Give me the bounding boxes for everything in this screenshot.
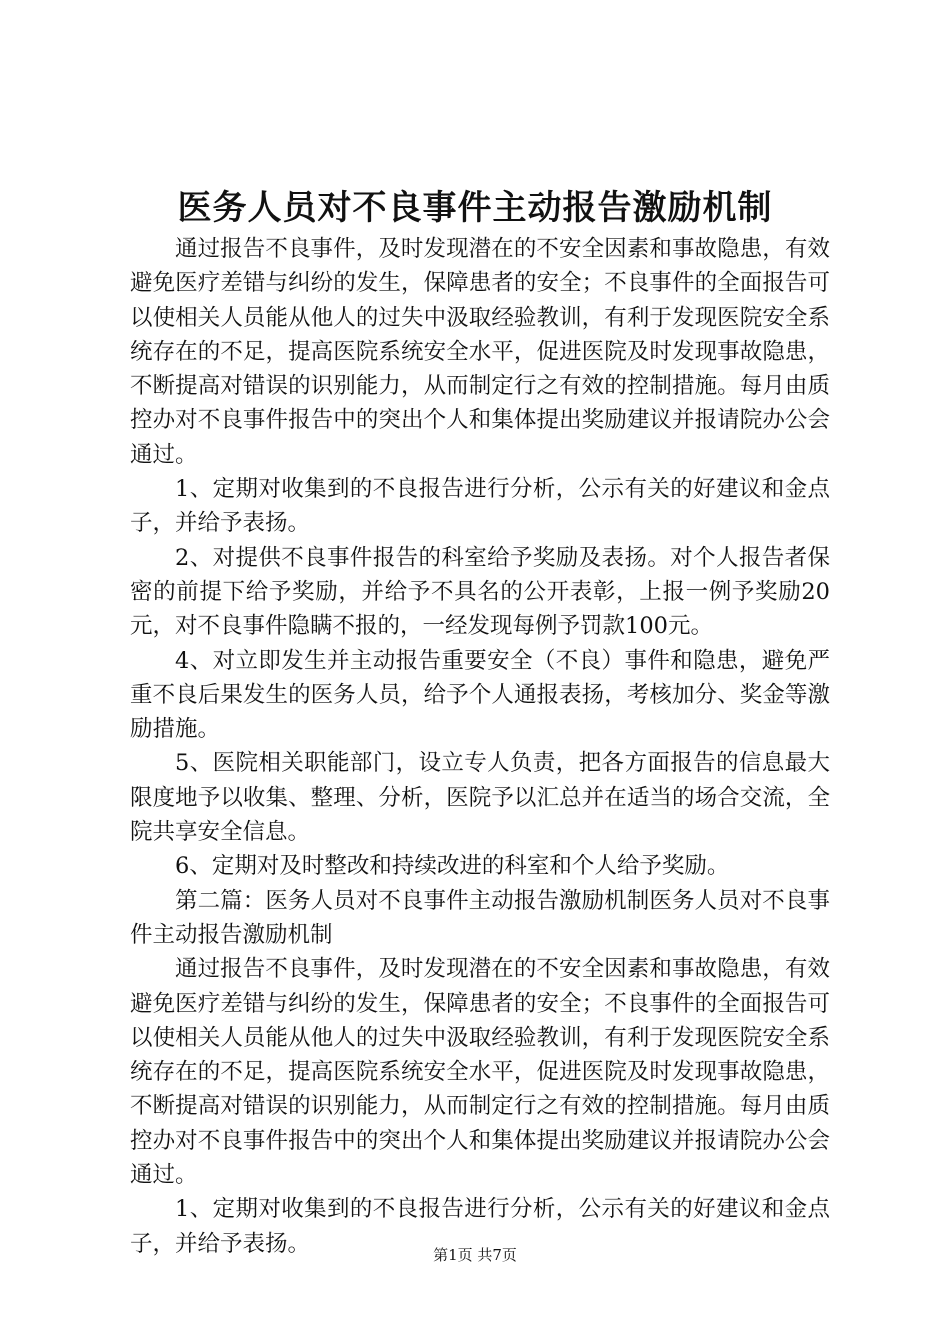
document-body bbox=[130, 232, 830, 1261]
paragraph-intro-repeat: 通过报告不良事件，及时发现潜在的不安全因素和事故隐患，有效避免医疗差错与纠纷的发生，保障患者的安全；不良事件的全面报告可以使相关人员能从他人的过失中汲取经验教训，有利于发现医院安全系统存在的不足，提高医院系统安全水平，促进医院及时发现事故隐患，不断提高对错误的识别能力，从而制定行之有效的控制措施。每月由质控办对不良事件报告中的突出个人和集体提出奖励建议并报请院办公会通过。 bbox=[130, 956, 830, 1189]
paragraph-item-5: 5、医院相关职能部门，设立专人负责，把各方面报告的信息最大限度地予以收集、整理、分析，医院予以汇总并在适当的场合交流，全院共享安全信息。 bbox=[130, 750, 830, 846]
paragraph-item-4: 4、对立即发生并主动报告重要安全（不良）事件和隐患，避免严重不良后果发生的医务人员，给予个人通报表扬，考核加分、奖金等激励措施。 bbox=[130, 647, 830, 743]
paragraph-item-6: 6、定期对及时整改和持续改进的科室和个人给予奖励。 bbox=[175, 853, 730, 880]
paragraph-item-1: 1、定期对收集到的不良报告进行分析，公示有关的好建议和金点子，并给予表扬。 bbox=[130, 476, 830, 537]
paragraph-item-1-repeat: 1、定期对收集到的不良报告进行分析，公示有关的好建议和金点子，并给予表扬。 bbox=[130, 1196, 830, 1257]
paragraph-item-2: 2、对提供不良事件报告的科室给予奖励及表扬。对个人报告者保密的前提下给予奖励，并给予不具名的公开表彰，上报一例予奖励20元，对不良事件隐瞒不报的，一经发现每例予罚款100元。 bbox=[130, 544, 830, 640]
paragraph-section-heading: 第二篇：医务人员对不良事件主动报告激励机制医务人员对不良事件主动报告激励机制 bbox=[130, 887, 830, 948]
page-footer: 第1页 共7页 bbox=[433, 1246, 517, 1264]
document-title: 医务人员对不良事件主动报告激励机制 bbox=[177, 188, 773, 228]
paragraph-intro: 通过报告不良事件，及时发现潜在的不安全因素和事故隐患，有效避免医疗差错与纠纷的发生，保障患者的安全；不良事件的全面报告可以使相关人员能从他人的过失中汲取经验教训，有利于发现医院安全系统存在的不足，提高医院系统安全水平，促进医院及时发现事故隐患，不断提高对错误的识别能力，从而制定行之有效的控制措施。每月由质控办对不良事件报告中的突出个人和集体提出奖励建议并报请院办公会通过。 bbox=[130, 236, 830, 468]
